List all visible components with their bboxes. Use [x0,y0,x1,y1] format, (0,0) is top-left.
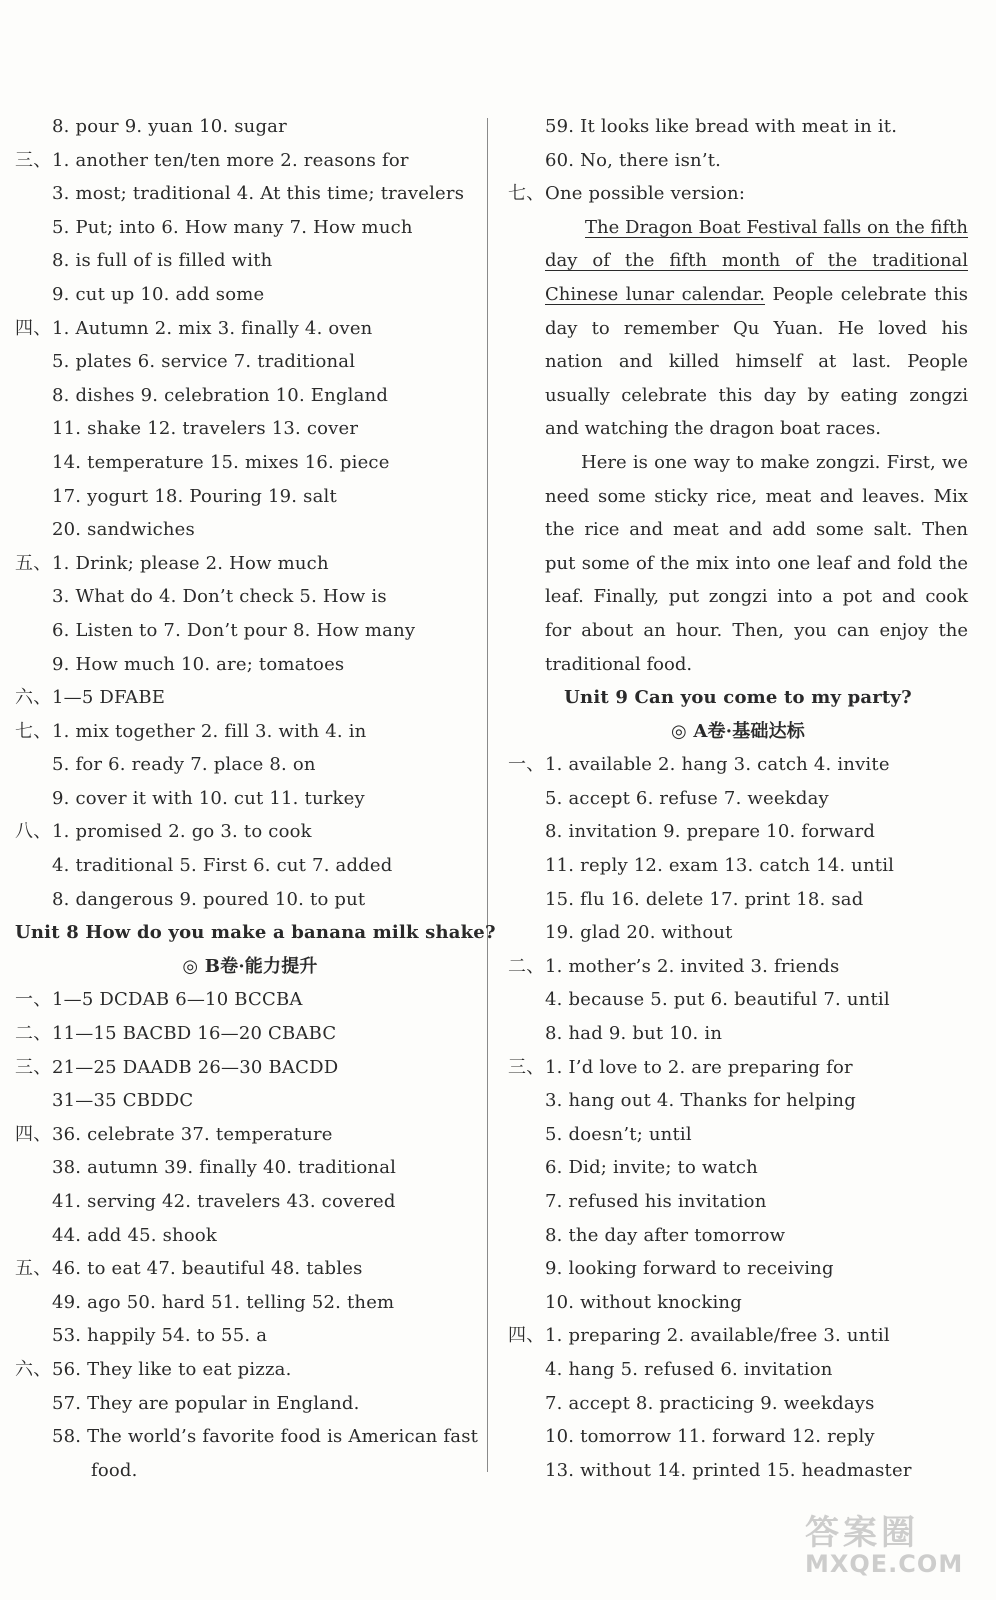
section-number: 七、 [15,720,52,742]
answer-line [15,345,485,379]
answer-text: 5. Put; into 6. How many 7. How much [52,216,413,238]
answer-line [508,144,968,178]
answer-line [15,1353,485,1387]
answer-text: 36. celebrate 37. temperature [52,1123,333,1145]
watermark-text: 答案圈 [805,1513,919,1553]
answer-line [15,983,485,1017]
answer-text: 8. dishes 9. celebration 10. England [52,384,389,406]
answer-line [508,1051,968,1085]
section-number: 二、 [15,1023,52,1045]
answer-line [508,1017,968,1051]
right-answers-top [508,110,968,211]
answer-line [15,715,485,749]
answer-line [508,883,968,917]
answer-text: 4. because 5. put 6. beautiful 7. until [545,989,890,1011]
answer-line [508,1454,968,1488]
answer-text: 1. promised 2. go 3. to cook [52,821,312,843]
section-number: 八、 [15,821,52,843]
answer-line [15,547,485,581]
answer-text: 5. for 6. ready 7. place 8. on [52,754,316,776]
answer-text: 11. reply 12. exam 13. catch 14. until [545,855,895,877]
answer-line [15,244,485,278]
answer-text: 1. Drink; please 2. How much [52,552,329,574]
answer-line [15,1286,485,1320]
answer-text: 20. sandwiches [52,519,195,541]
answer-text: 1. available 2. hang 3. catch 4. invite [545,754,890,776]
section-number: 三、 [508,1056,545,1078]
answer-line [508,1420,968,1454]
answer-text: 60. No, there isn’t. [545,149,722,171]
answer-text: 3. hang out 4. Thanks for helping [545,1090,856,1112]
section-number: 五、 [15,1258,52,1280]
answer-text: 14. temperature 15. mixes 16. piece [52,451,390,473]
answer-text: 9. looking forward to receiving [545,1258,834,1280]
answer-text: 21—25 DAADB 26—30 BACDD [52,1056,339,1078]
section-number: 四、 [508,1325,545,1347]
answer-line [15,144,485,178]
essay [508,211,968,681]
answer-line [15,1319,485,1353]
right-column [508,110,968,1487]
answer-line [15,1185,485,1219]
answer-line [508,110,968,144]
essay-paragraph-2: Here is one way to make zongzi. First, we need some sticky rice, meat and leaves. Mix the rice and meat and add some salt. Then put some of the mix into one leaf and fold the leaf. Finally, put zongzi into a pot and cook for about an hour. Then, you can enjoy the traditional food. [545,451,968,675]
answer-line [508,815,968,849]
section-number: 四、 [15,1123,52,1145]
answer-text: 1. I’d love to 2. are preparing for [545,1056,853,1078]
answer-line [15,211,485,245]
answer-text: 7. refused his invitation [545,1191,767,1212]
answer-line [508,1118,968,1152]
answer-line [508,1387,968,1421]
answer-line [508,1084,968,1118]
section-number: 七、 [508,183,545,205]
answer-text: 1. preparing 2. available/free 3. until [545,1325,890,1347]
answer-line [508,1319,968,1353]
essay-paragraph-1 [508,211,968,446]
answer-text: 8. pour 9. yuan 10. sugar [52,116,287,137]
answer-text: 1. another ten/ten more 2. reasons for [52,149,409,171]
section-heading: Unit 8 How do you make a banana milk shake? [15,922,496,944]
answer-line [15,815,485,849]
answer-text: 1—5 DFABE [52,687,166,709]
answer-line [15,648,485,682]
answer-line [508,782,968,816]
answer-text: 3. most; traditional 4. At this time; travelers [52,183,465,205]
answer-line [15,446,485,480]
section-number: 三、 [15,1056,52,1078]
answer-text: One possible version: [545,183,746,205]
section-heading: Unit 9 Can you come to my party? [564,687,912,709]
answer-text: 49. ago 50. hard 51. telling 52. them [52,1291,395,1313]
answer-line [15,1151,485,1185]
answer-line [15,614,485,648]
answer-line [15,177,485,211]
answer-text: 5. doesn’t; until [545,1123,692,1145]
answer-text: 44. add 45. shook [52,1224,218,1246]
answer-text: 58. The world’s favorite food is American fast [52,1426,479,1448]
answer-text: 41. serving 42. travelers 43. covered [52,1191,396,1212]
answer-text: 9. cover it with 10. cut 11. turkey [52,787,365,809]
answer-text: 9. How much 10. are; tomatoes [52,653,345,675]
answer-text: 3. What do 4. Don’t check 5. How is [52,586,387,608]
answer-line [508,1353,968,1387]
answer-text: 6. Listen to 7. Don’t pour 8. How many [52,619,416,641]
answer-text: 10. without knocking [545,1291,742,1313]
answer-line [15,110,485,144]
answer-text: 1—5 DCDAB 6—10 BCCBA [52,989,303,1011]
left-column [15,110,496,1487]
section-heading: ◎ B卷·能力提升 [182,955,318,977]
answer-text: 56. They like to eat pizza. [52,1358,292,1380]
section-number: 六、 [15,1358,52,1380]
answer-line [508,1252,968,1286]
section-number: 三、 [15,149,52,171]
watermark-url: MXQE.COM [805,1550,964,1578]
answer-text: 11—15 BACBD 16—20 CBABC [52,1023,337,1045]
section-number: 二、 [508,955,545,977]
answer-text: 8. had 9. but 10. in [545,1023,723,1045]
watermark-logo [805,1505,975,1590]
answer-text: 9. cut up 10. add some [52,283,265,305]
section-number: 一、 [15,989,52,1011]
essay-paragraph-1-rest: People celebrate this day to remember Qu Yuan. He loved his nation and killed himself at last. People usually celebrate this day by eating zongzi and watching the dragon boat races. [545,283,968,440]
answer-text: 19. glad 20. without [545,922,733,944]
answer-line [508,983,968,1017]
answer-text: 8. invitation 9. prepare 10. forward [545,821,876,843]
answer-text: 17. yogurt 18. Pouring 19. salt [52,485,337,507]
essay-topic-sentence: The Dragon Boat Festival falls on the fifth day of the fifth month of the traditional Chinese lunar calendar. [545,216,968,305]
answer-text: 1. Autumn 2. mix 3. finally 4. oven [52,317,373,339]
answer-line [15,480,485,514]
answer-line [508,916,968,950]
answer-line [508,177,968,211]
answer-text: 8. is full of is filled with [52,250,273,272]
answer-text: food. [91,1459,138,1481]
answer-line [508,748,968,782]
section-number: 五、 [15,552,52,574]
answer-line [15,580,485,614]
answer-text: 15. flu 16. delete 17. print 18. sad [545,888,864,910]
answer-text: 4. traditional 5. First 6. cut 7. added [52,855,393,877]
section-heading: ◎ A卷·基础达标 [670,720,805,742]
answer-line [15,1017,485,1051]
answer-text: 46. to eat 47. beautiful 48. tables [52,1258,363,1280]
answer-text: 53. happily 54. to 55. a [52,1325,268,1347]
section-number: 六、 [15,687,52,709]
answer-line [508,1185,968,1219]
answer-line [15,883,485,917]
answer-text: 1. mother’s 2. invited 3. friends [545,955,840,977]
answer-text: 57. They are popular in England. [52,1392,360,1414]
section-number: 一、 [508,754,545,776]
answer-line [15,1219,485,1253]
answer-line [15,1387,485,1421]
answer-line [15,748,485,782]
answer-text: 8. dangerous 9. poured 10. to put [52,888,366,910]
answer-line [15,513,485,547]
answer-text: 11. shake 12. travelers 13. cover [52,418,359,440]
answer-line [15,849,485,883]
answer-line [15,1051,485,1085]
answer-text: 10. tomorrow 11. forward 12. reply [545,1426,875,1448]
answer-line [15,312,485,346]
answer-text: 38. autumn 39. finally 40. traditional [52,1157,397,1179]
answer-text: 7. accept 8. practicing 9. weekdays [545,1392,875,1414]
answer-text: 8. the day after tomorrow [545,1224,786,1246]
answer-line [508,1219,968,1253]
answer-text: 5. plates 6. service 7. traditional [52,351,356,373]
answer-text: 31—35 CBDDC [52,1090,194,1112]
answer-line [15,1252,485,1286]
answer-line [15,412,485,446]
answer-line [508,950,968,984]
answer-line [15,1454,485,1488]
answer-line [15,1118,485,1152]
right-answers-bottom [508,681,968,1487]
answer-line [508,1151,968,1185]
answer-line [15,782,485,816]
answer-text: 6. Did; invite; to watch [545,1157,758,1179]
answer-text: 59. It looks like bread with meat in it. [545,116,898,137]
answer-text: 5. accept 6. refuse 7. weekday [545,787,829,809]
answer-line [15,379,485,413]
column-divider [487,118,488,1472]
answer-line [508,1286,968,1320]
answer-text: 13. without 14. printed 15. headmaster [545,1459,912,1481]
answer-line [15,681,485,715]
answer-text: 4. hang 5. refused 6. invitation [545,1358,833,1380]
answer-line [15,278,485,312]
answer-line [15,1420,485,1454]
answer-text: 1. mix together 2. fill 3. with 4. in [52,720,367,742]
answer-line [508,849,968,883]
answer-line [15,1084,485,1118]
section-number: 四、 [15,317,52,339]
